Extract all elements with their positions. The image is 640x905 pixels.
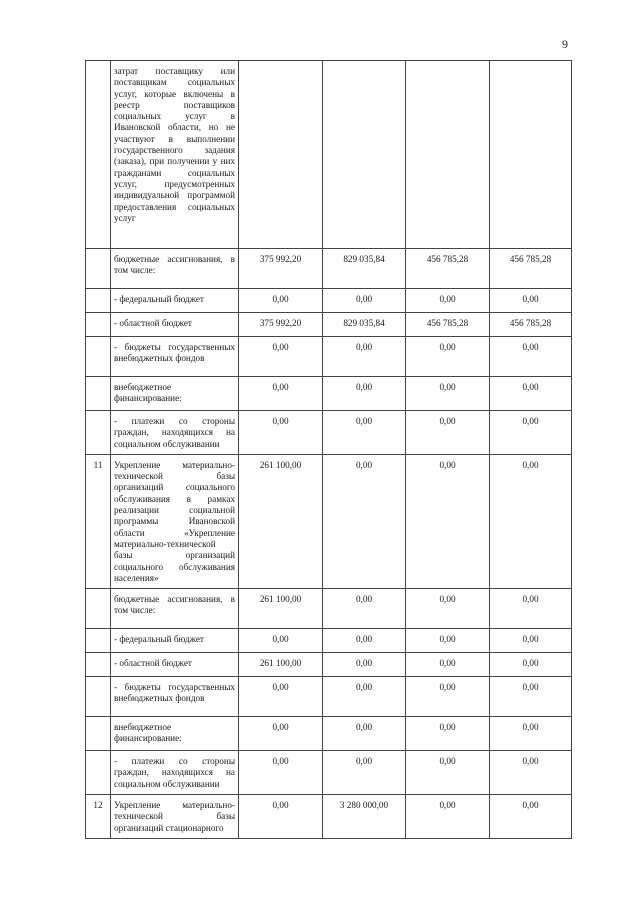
- table-row: [86, 313, 572, 337]
- value-col-3: 456 785,28: [406, 313, 490, 337]
- value-col-2: 0,00: [323, 411, 406, 455]
- table-row: [86, 61, 572, 249]
- value-col-3: [406, 61, 490, 249]
- row-number: [86, 289, 111, 313]
- row-description: Укрепление материально-технической базы организаций социального обслуживания в рамках реализации социальной программы Ивановской области «Укрепление материально-технической базы организаций социального обслуживания населения»: [111, 454, 239, 588]
- value-col-3: 0,00: [406, 629, 490, 653]
- value-col-3: 0,00: [406, 337, 490, 377]
- table-row: [86, 629, 572, 653]
- row-description: бюджетные ассигнования, в том числе:: [111, 589, 239, 629]
- value-col-1: 0,00: [239, 337, 323, 377]
- value-col-1: 261 100,00: [239, 589, 323, 629]
- table-row: [86, 249, 572, 289]
- value-col-4: [490, 61, 572, 249]
- row-number: [86, 717, 111, 751]
- value-col-4: 456 785,28: [490, 249, 572, 289]
- value-col-4: 0,00: [490, 454, 572, 588]
- value-col-4: 0,00: [490, 677, 572, 717]
- value-col-4: 0,00: [490, 337, 572, 377]
- table-row: [86, 589, 572, 629]
- value-col-4: 0,00: [490, 751, 572, 795]
- value-col-3: 0,00: [406, 589, 490, 629]
- table-row: [86, 717, 572, 751]
- value-col-2: 3 280 000,00: [323, 795, 406, 839]
- row-number: [86, 313, 111, 337]
- value-col-2: [323, 61, 406, 249]
- value-col-3: 0,00: [406, 411, 490, 455]
- row-number: [86, 249, 111, 289]
- value-col-2: 0,00: [323, 589, 406, 629]
- row-description: - федеральный бюджет: [111, 289, 239, 313]
- value-col-1: 0,00: [239, 751, 323, 795]
- row-description: - бюджеты государственных внебюджетных фондов: [111, 677, 239, 717]
- value-col-4: 0,00: [490, 717, 572, 751]
- value-col-4: 0,00: [490, 589, 572, 629]
- row-number: 12: [86, 795, 111, 839]
- row-number: [86, 589, 111, 629]
- row-number: [86, 751, 111, 795]
- row-description: - федеральный бюджет: [111, 629, 239, 653]
- value-col-4: 0,00: [490, 653, 572, 677]
- row-description: бюджетные ассигнования, в том числе:: [111, 249, 239, 289]
- row-description: затрат поставщику или поставщикам социальных услуг, которые включены в реестр поставщиков социальных услуг в Ивановской области, но не участвуют в выполнении государственного задания (заказа), при получении у них гражданами социальных услуг, предусмотренных индивидуальной программой предоставления социальных услуг: [111, 61, 239, 249]
- value-col-1: 0,00: [239, 411, 323, 455]
- row-number: [86, 337, 111, 377]
- row-description: - областной бюджет: [111, 653, 239, 677]
- row-number: 11: [86, 454, 111, 588]
- table-row: [86, 289, 572, 313]
- row-number: [86, 629, 111, 653]
- value-col-2: 829 035,84: [323, 313, 406, 337]
- value-col-3: 0,00: [406, 717, 490, 751]
- row-number: [86, 61, 111, 249]
- value-col-1: 0,00: [239, 629, 323, 653]
- row-number: [86, 677, 111, 717]
- row-number: [86, 653, 111, 677]
- value-col-3: 0,00: [406, 751, 490, 795]
- value-col-1: 0,00: [239, 795, 323, 839]
- row-description: - платежи со стороны граждан, находящихся на социальном обслуживании: [111, 411, 239, 455]
- value-col-4: 456 785,28: [490, 313, 572, 337]
- table-row: [86, 411, 572, 455]
- budget-table: [85, 60, 572, 839]
- value-col-1: 375 992,20: [239, 313, 323, 337]
- value-col-2: 0,00: [323, 751, 406, 795]
- value-col-1: 0,00: [239, 677, 323, 717]
- row-description: внебюджетное финансирование:: [111, 717, 239, 751]
- value-col-2: 0,00: [323, 454, 406, 588]
- value-col-4: 0,00: [490, 289, 572, 313]
- value-col-1: 375 992,20: [239, 249, 323, 289]
- value-col-3: 0,00: [406, 677, 490, 717]
- value-col-1: 0,00: [239, 717, 323, 751]
- table-body: [86, 61, 572, 839]
- value-col-3: 0,00: [406, 377, 490, 411]
- value-col-4: 0,00: [490, 377, 572, 411]
- table-row: [86, 653, 572, 677]
- value-col-2: 829 035,84: [323, 249, 406, 289]
- value-col-1: [239, 61, 323, 249]
- value-col-3: 0,00: [406, 653, 490, 677]
- row-number: [86, 411, 111, 455]
- value-col-4: 0,00: [490, 795, 572, 839]
- value-col-3: 0,00: [406, 454, 490, 588]
- value-col-1: 0,00: [239, 377, 323, 411]
- value-col-2: 0,00: [323, 629, 406, 653]
- table-row: [86, 795, 572, 839]
- value-col-1: 261 100,00: [239, 653, 323, 677]
- value-col-2: 0,00: [323, 717, 406, 751]
- table-row: [86, 337, 572, 377]
- table-row: [86, 377, 572, 411]
- row-number: [86, 377, 111, 411]
- value-col-4: 0,00: [490, 629, 572, 653]
- value-col-4: 0,00: [490, 411, 572, 455]
- row-description: внебюджетное финансирование:: [111, 377, 239, 411]
- value-col-1: 0,00: [239, 289, 323, 313]
- value-col-3: 456 785,28: [406, 249, 490, 289]
- value-col-2: 0,00: [323, 337, 406, 377]
- table-row: [86, 454, 572, 588]
- value-col-2: 0,00: [323, 677, 406, 717]
- value-col-3: 0,00: [406, 795, 490, 839]
- table-row: [86, 677, 572, 717]
- row-description: - платежи со стороны граждан, находящихся на социальном обслуживании: [111, 751, 239, 795]
- page-number: 9: [562, 37, 568, 51]
- value-col-2: 0,00: [323, 653, 406, 677]
- value-col-2: 0,00: [323, 377, 406, 411]
- row-description: - областной бюджет: [111, 313, 239, 337]
- row-description: - бюджеты государственных внебюджетных фондов: [111, 337, 239, 377]
- row-description: Укрепление материально-технической базы организаций стационарного: [111, 795, 239, 839]
- value-col-2: 0,00: [323, 289, 406, 313]
- value-col-3: 0,00: [406, 289, 490, 313]
- table-row: [86, 751, 572, 795]
- value-col-1: 261 100,00: [239, 454, 323, 588]
